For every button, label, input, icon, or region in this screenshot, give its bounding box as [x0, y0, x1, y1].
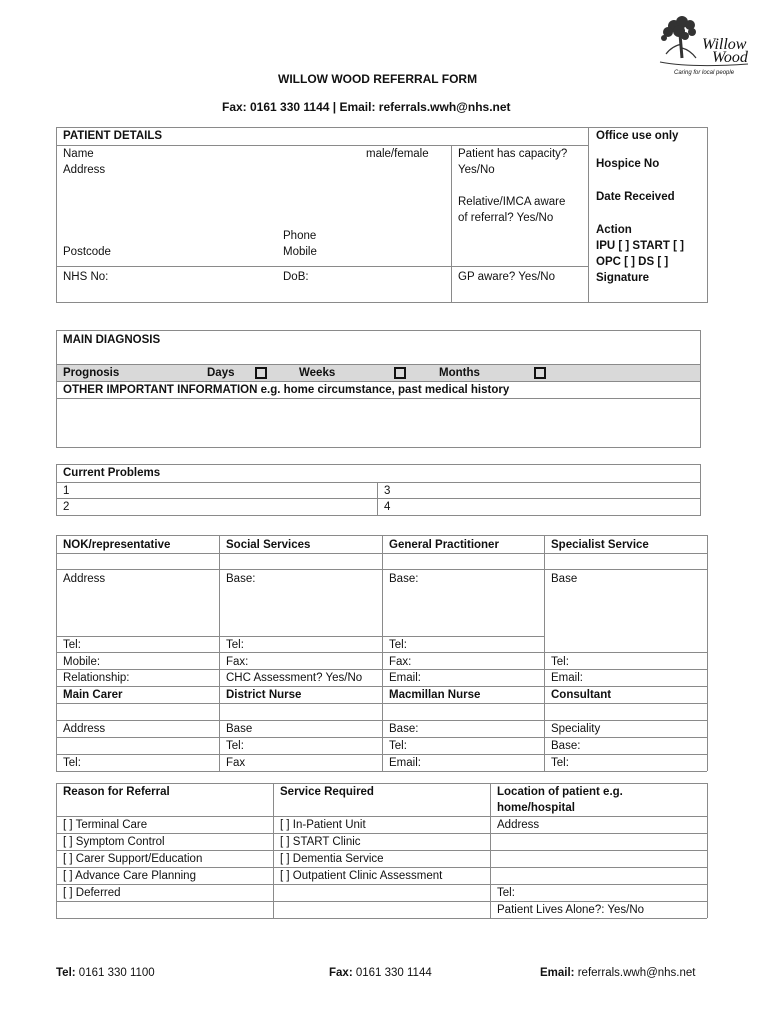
relative-answer[interactable]: of referral? Yes/No: [458, 212, 554, 224]
months-label: Months: [439, 367, 480, 379]
specialist-email[interactable]: Email:: [551, 672, 583, 684]
district-fax[interactable]: Fax: [226, 757, 246, 769]
prognosis-label: Prognosis: [63, 367, 120, 379]
hospice-no-field: Hospice No: [596, 158, 660, 170]
reason-terminal-care[interactable]: [ ] Terminal Care: [63, 819, 148, 831]
gender-field[interactable]: male/female: [366, 148, 429, 160]
form-title: WILLOW WOOD REFERRAL FORM: [278, 72, 478, 86]
lives-alone-field[interactable]: Patient Lives Alone?: Yes/No: [497, 904, 645, 916]
date-received-field: Date Received: [596, 191, 675, 203]
footer-tel-label: Tel:: [56, 967, 76, 979]
mobile-field[interactable]: Mobile: [283, 246, 317, 258]
service-outpatient[interactable]: [ ] Outpatient Clinic Assessment: [280, 870, 443, 882]
nhs-no-field[interactable]: NHS No:: [63, 271, 109, 283]
action-label: Action: [596, 224, 632, 236]
dob-field[interactable]: DoB:: [283, 271, 309, 283]
macmillan-email[interactable]: Email:: [389, 757, 421, 769]
reason-symptom-control[interactable]: [ ] Symptom Control: [63, 836, 165, 848]
header-consultant: Consultant: [551, 689, 612, 701]
location-address[interactable]: Address: [497, 819, 540, 831]
other-info-heading: OTHER IMPORTANT INFORMATION e.g. home circumstance, past medical history: [63, 384, 510, 396]
gp-base[interactable]: Base:: [389, 573, 419, 585]
district-tel[interactable]: Tel:: [226, 740, 244, 752]
footer-email-value[interactable]: referrals.wwh@nhs.net: [577, 967, 696, 979]
phone-field[interactable]: Phone: [283, 230, 317, 242]
social-fax[interactable]: Fax:: [226, 656, 249, 668]
weeks-checkbox[interactable]: [394, 367, 406, 379]
office-use-heading: Office use only: [596, 130, 679, 142]
header-gp: General Practitioner: [389, 539, 499, 551]
main-diagnosis-heading: MAIN DIAGNOSIS: [63, 334, 161, 346]
footer-fax-label: Fax:: [329, 967, 353, 979]
macmillan-tel[interactable]: Tel:: [389, 740, 407, 752]
consultant-base[interactable]: Base:: [551, 740, 581, 752]
consultant-tel[interactable]: Tel:: [551, 757, 569, 769]
header-macmillan: Macmillan Nurse: [389, 689, 481, 701]
logo-line1: Willow: [702, 36, 747, 53]
service-inpatient[interactable]: [ ] In-Patient Unit: [280, 819, 366, 831]
footer-email: [540, 966, 696, 980]
problem-4[interactable]: 4: [384, 501, 391, 513]
district-base[interactable]: Base: [226, 723, 253, 735]
gp-aware-field[interactable]: GP aware? Yes/No: [458, 271, 555, 283]
logo-tagline: Caring for local people: [674, 70, 735, 76]
gp-tel[interactable]: Tel:: [389, 639, 407, 651]
nok-mobile[interactable]: Mobile:: [63, 656, 101, 668]
footer-fax-value: 0161 330 1144: [355, 967, 432, 979]
service-heading: Service Required: [280, 786, 374, 798]
problem-2[interactable]: 2: [63, 501, 70, 513]
location-heading-2: home/hospital: [497, 802, 575, 814]
reason-carer-support[interactable]: [ ] Carer Support/Education: [63, 853, 203, 865]
capacity-answer[interactable]: Yes/No: [458, 164, 495, 176]
social-tel[interactable]: Tel:: [226, 639, 244, 651]
consultant-speciality[interactable]: Speciality: [551, 723, 601, 735]
patient-details-heading: PATIENT DETAILS: [63, 130, 163, 142]
header-nok: NOK/representative: [63, 539, 171, 551]
header-specialist: Specialist Service: [551, 539, 649, 551]
nok-address[interactable]: Address: [63, 573, 106, 585]
header-main-carer: Main Carer: [63, 689, 123, 701]
days-label: Days: [207, 367, 235, 379]
nok-relationship[interactable]: Relationship:: [63, 672, 130, 684]
current-problems-heading: Current Problems: [63, 467, 161, 479]
action-line1: IPU [ ] START [ ]: [596, 240, 684, 252]
gp-fax[interactable]: Fax:: [389, 656, 412, 668]
reason-deferred[interactable]: [ ] Deferred: [63, 887, 121, 899]
capacity-question: Patient has capacity?: [458, 148, 568, 160]
macmillan-base[interactable]: Base:: [389, 723, 419, 735]
footer-fax: [329, 966, 432, 980]
relative-question: Relative/IMCA aware: [458, 196, 566, 208]
carer-tel[interactable]: Tel:: [63, 757, 81, 769]
signature-field: Signature: [596, 272, 650, 284]
social-base[interactable]: Base:: [226, 573, 256, 585]
footer-tel: [56, 966, 155, 980]
location-heading: Location of patient e.g.: [497, 786, 623, 798]
specialist-tel[interactable]: Tel:: [551, 656, 569, 668]
footer-email-label: Email:: [540, 967, 575, 979]
days-checkbox[interactable]: [255, 367, 267, 379]
months-checkbox[interactable]: [534, 367, 546, 379]
problem-1[interactable]: 1: [63, 485, 70, 497]
action-line2: OPC [ ] DS [ ]: [596, 256, 669, 268]
footer-tel-value: 0161 330 1100: [78, 967, 155, 979]
weeks-label: Weeks: [299, 367, 336, 379]
carer-address[interactable]: Address: [63, 723, 106, 735]
contact-line: Fax: 0161 330 1144 | Email: referrals.wwh@nhs.net: [222, 100, 511, 114]
postcode-field[interactable]: Postcode: [63, 246, 111, 258]
social-chc[interactable]: CHC Assessment? Yes/No: [226, 672, 363, 684]
reason-advance-care[interactable]: [ ] Advance Care Planning: [63, 870, 196, 882]
specialist-base[interactable]: Base: [551, 573, 578, 585]
logo-line2: Wood: [712, 49, 748, 66]
willow-wood-logo: [652, 14, 752, 78]
header-district-nurse: District Nurse: [226, 689, 302, 701]
name-field[interactable]: Name: [63, 148, 94, 160]
problem-3[interactable]: 3: [384, 485, 391, 497]
nok-tel[interactable]: Tel:: [63, 639, 81, 651]
gp-email[interactable]: Email:: [389, 672, 421, 684]
service-start-clinic[interactable]: [ ] START Clinic: [280, 836, 361, 848]
reason-heading: Reason for Referral: [63, 786, 170, 798]
location-tel[interactable]: Tel:: [497, 887, 515, 899]
header-social-services: Social Services: [226, 539, 311, 551]
address-field[interactable]: Address: [63, 164, 106, 176]
service-dementia[interactable]: [ ] Dementia Service: [280, 853, 384, 865]
